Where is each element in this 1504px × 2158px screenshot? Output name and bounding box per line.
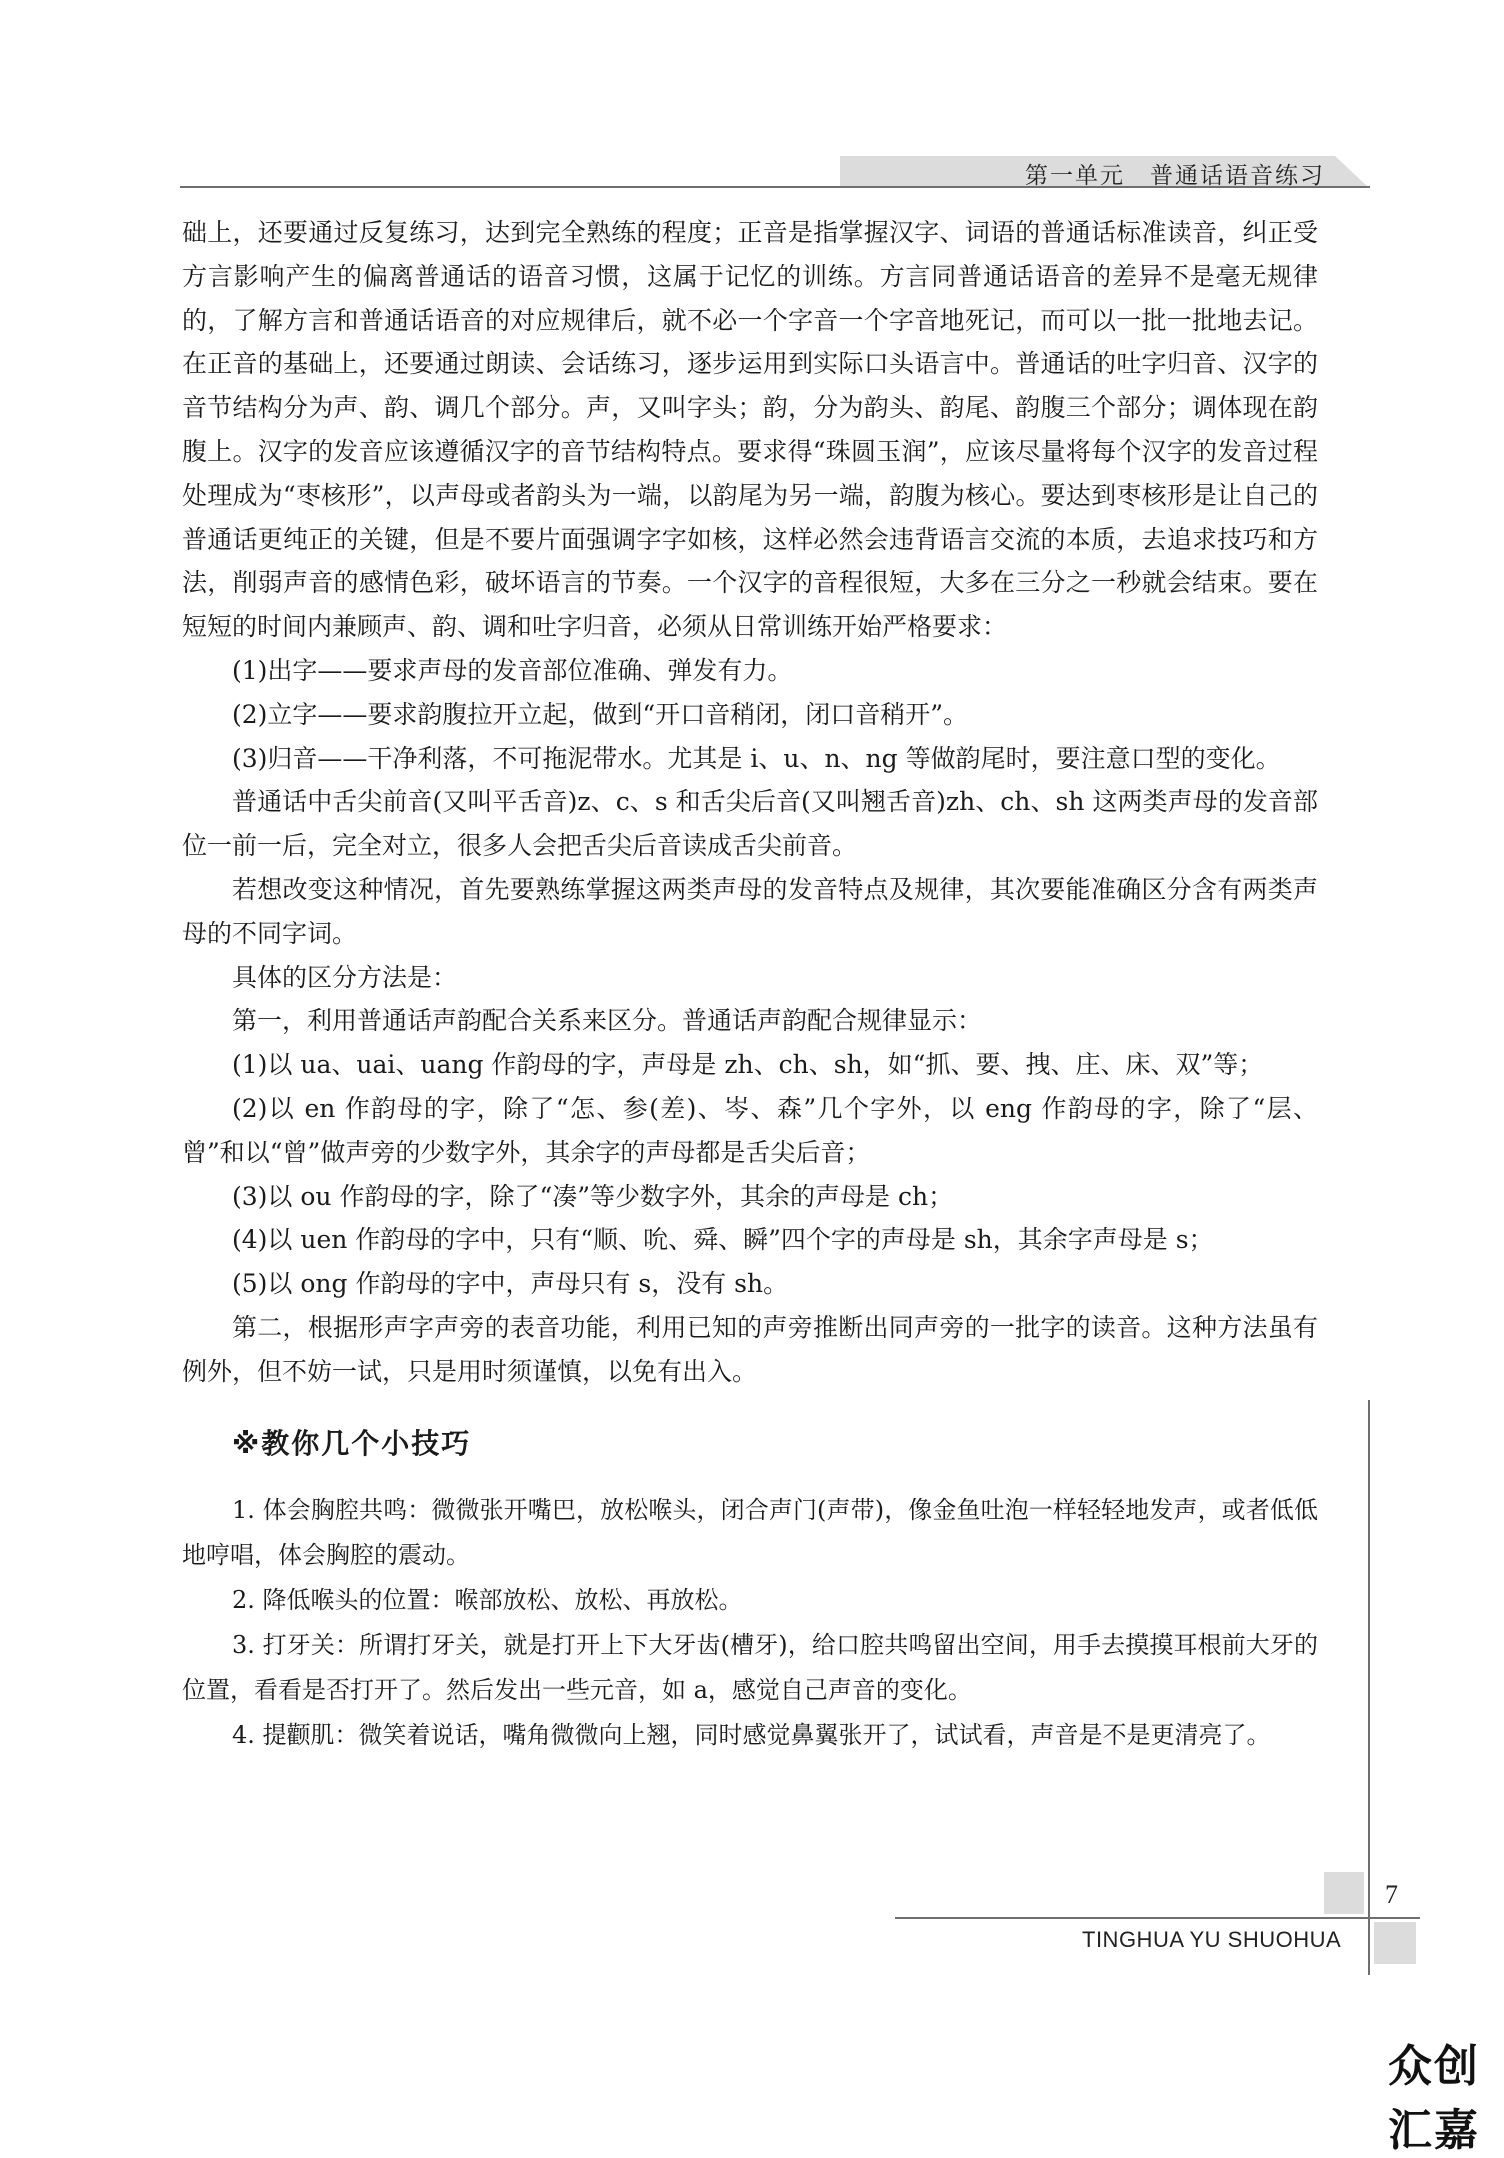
- tip-item: 3. 打牙关：所谓打牙关，就是打开上下大牙齿(槽牙)，给口腔共鸣留出空间，用手去摸摸耳根前大牙的位置，看看是否打开了。然后发出一些元音，如 a，感觉自己声音的变化。: [182, 1630, 1318, 1704]
- main-text: [182, 211, 1318, 1758]
- tip-item: 4. 提颧肌：微笑着说话，嘴角微微向上翘，同时感觉鼻翼张开了，试试看，声音是不是更清亮了。: [232, 1720, 1271, 1749]
- paragraph: 普通话中舌尖前音(又叫平舌音)z、c、s 和舌尖后音(又叫翘舌音)zh、ch、sh 这两类声母的发音部位一前一后，完全对立，很多人会把舌尖后音读成舌尖前音。: [182, 787, 1318, 861]
- list-item: (1)以 ua、uai、uang 作韵母的字，声母是 zh、ch、sh，如“抓、要、拽、庄、床、双”等；: [232, 1050, 1264, 1080]
- list-item: (3)以 ou 作韵母的字，除了“凑”等少数字外，其余的声母是 ch；: [232, 1181, 954, 1211]
- section-title: ※教你几个小技巧: [232, 1426, 472, 1460]
- running-header: [180, 155, 1370, 195]
- paragraph: 若想改变这种情况，首先要熟练掌握这两类声母的发音特点及规律，其次要能准确区分含有两类声母的不同字词。: [182, 874, 1318, 948]
- page-number: 7: [1385, 1880, 1398, 1909]
- paragraph-intro: 础上，还要通过反复练习，达到完全熟练的程度；正音是指掌握汉字、词语的普通话标准读音，纠正受方言影响产生的偏离普通话的语音习惯，这属于记忆的训练。方言同普通话语音的差异不是毫无规律的，了解方言和普通话语音的对应规律后，就不必一个字音一个字音地死记，而可以一批一批地去记。在正音的基础上，还要通过朗读、会话练习，逐步运用到实际口头语言中。普通话的吐字归音、汉字的音节结构分为声、韵、调几个部分。声，又叫字头；韵，分为韵头、韵尾、韵腹三个部分；调体现在韵腹上。汉字的发音应该遵循汉字的音节结构特点。要求得“珠圆玉润”，应该尽量将每个汉字的发音过程处理成为“枣核形”，以声母或者韵头为一端，以韵尾为另一端，韵腹为核心。要达到枣核形是让自己的普通话更纯正的关键，但是不要片面强调字字如核，这样必然会违背语言交流的本质，去追求技巧和方法，削弱声音的感情色彩，破坏语言的节奏。一个汉字的音程很短，大多在三分之一秒就会结束。要在短短的时间内兼顾声、韵、调和吐字归音，必须从日常训练开始严格要求：: [182, 218, 1318, 642]
- list-item: (2)立字——要求韵腹拉开立起，做到“开口音稍闭，闭口音稍开”。: [232, 699, 968, 729]
- tip-item: 2. 降低喉头的位置：喉部放松、放松、再放松。: [232, 1585, 743, 1614]
- watermark-logo: 众创汇嘉: [1388, 2041, 1480, 2156]
- list-item: (4)以 uen 作韵母的字中，只有“顺、吮、舜、瞬”四个字的声母是 sh，其余字声母是 s；: [232, 1225, 1214, 1255]
- paragraph: 具体的区分方法是：: [232, 962, 458, 992]
- paragraph: 第一，利用普通话声韵配合关系来区分。普通话声韵配合规律显示：: [232, 1006, 983, 1036]
- footer-series-title: TINGHUA YU SHUOHUA: [1082, 1927, 1342, 1952]
- list-item: (3)归音——干净利落，不可拖泥带水。尤其是 i、u、n、ng 等做韵尾时，要注意口型的变化。: [232, 743, 1281, 773]
- tip-item: 1. 体会胸腔共鸣：微微张开嘴巴，放松喉头，闭合声门(声带)，像金鱼吐泡一样轻轻地发声，或者低低地哼唱，体会胸腔的震动。: [182, 1495, 1318, 1569]
- paragraph: 第二，根据形声字声旁的表音功能，利用已知的声旁推断出同声旁的一批字的读音。这种方法虽有例外，但不妨一试，只是用时须谨慎，以免有出入。: [182, 1312, 1318, 1386]
- list-item: (5)以 ong 作韵母的字中，声母只有 s，没有 sh。: [232, 1269, 789, 1299]
- list-item: (2)以 en 作韵母的字，除了“怎、参(差)、岑、森”几个字外，以 eng 作韵母的字，除了“层、曾”和以“曾”做声旁的少数字外，其余字的声母都是舌尖后音；: [182, 1093, 1318, 1167]
- tips-list: [182, 1488, 1318, 1758]
- list-item: (1)出字——要求声母的发音部位准确、弹发有力。: [232, 655, 793, 685]
- header-title: 第一单元 普通话语音练习: [1025, 163, 1325, 189]
